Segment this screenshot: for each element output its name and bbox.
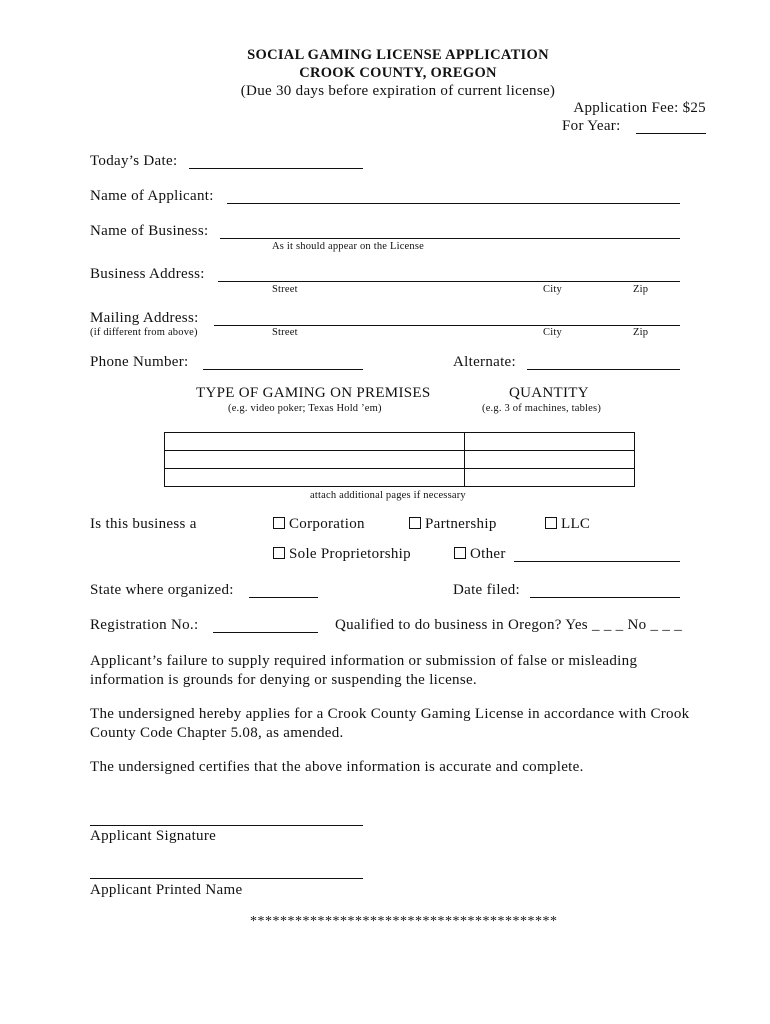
table-row bbox=[165, 451, 635, 469]
business-city-caption: City bbox=[543, 284, 562, 295]
applicant-name-label: Name of Applicant: bbox=[90, 188, 214, 204]
application-fee: Application Fee: $25 bbox=[573, 100, 706, 116]
checkbox-icon[interactable] bbox=[454, 547, 466, 559]
business-address-label: Business Address: bbox=[90, 266, 205, 282]
business-address-field[interactable] bbox=[218, 281, 680, 282]
checkbox-icon[interactable] bbox=[273, 547, 285, 559]
business-name-hint: As it should appear on the License bbox=[272, 241, 425, 252]
form-title: SOCIAL GAMING LICENSE APPLICATION bbox=[247, 47, 549, 63]
registration-no-field[interactable] bbox=[213, 632, 318, 633]
for-year-label: For Year: bbox=[562, 118, 621, 134]
date-filed-label: Date filed: bbox=[453, 582, 521, 598]
quantity-example: (e.g. 3 of machines, tables) bbox=[482, 403, 602, 414]
corporation-option[interactable] bbox=[273, 516, 365, 533]
table-row bbox=[165, 433, 635, 451]
quantity-cell[interactable] bbox=[465, 451, 635, 469]
gaming-type-cell[interactable] bbox=[165, 451, 465, 469]
phone-label: Phone Number: bbox=[90, 354, 189, 370]
sole-proprietorship-option[interactable] bbox=[273, 546, 411, 563]
asterisk-divider: ***************************************** bbox=[250, 914, 558, 929]
attach-note: attach additional pages if necessary bbox=[310, 490, 466, 501]
gaming-type-cell[interactable] bbox=[165, 469, 465, 487]
business-name-label: Name of Business: bbox=[90, 223, 209, 239]
other-field[interactable] bbox=[514, 561, 680, 562]
signature-label: Applicant Signature bbox=[90, 828, 217, 844]
mailing-street-caption: Street bbox=[272, 327, 298, 338]
printed-name-line[interactable] bbox=[90, 878, 363, 879]
registration-no-label: Registration No.: bbox=[90, 617, 199, 633]
other-label: Other bbox=[470, 546, 506, 562]
alternate-field[interactable] bbox=[527, 369, 680, 370]
date-filed-field[interactable] bbox=[530, 597, 680, 598]
business-zip-caption: Zip bbox=[633, 284, 649, 295]
gaming-type-header: TYPE OF GAMING ON PREMISES bbox=[196, 385, 431, 401]
quantity-cell[interactable] bbox=[465, 469, 635, 487]
checkbox-icon[interactable] bbox=[545, 517, 557, 529]
phone-field[interactable] bbox=[203, 369, 363, 370]
checkbox-icon[interactable] bbox=[273, 517, 285, 529]
applicant-name-field[interactable] bbox=[227, 203, 680, 204]
other-option[interactable] bbox=[454, 546, 506, 563]
gaming-table bbox=[164, 432, 635, 487]
due-note: (Due 30 days before expiration of current license) bbox=[240, 83, 556, 99]
llc-option[interactable] bbox=[545, 516, 590, 533]
sole-proprietorship-label: Sole Proprietorship bbox=[289, 546, 411, 562]
gaming-type-cell[interactable] bbox=[165, 433, 465, 451]
todays-date-label: Today’s Date: bbox=[90, 153, 178, 169]
failure-statement: Applicant’s failure to supply required information or submission of false or misleading information is grounds for denying or suspending the license. bbox=[90, 653, 638, 688]
mailing-zip-caption: Zip bbox=[633, 327, 649, 338]
certifies-statement: The undersigned certifies that the above information is accurate and complete. bbox=[90, 759, 584, 775]
checkbox-icon[interactable] bbox=[409, 517, 421, 529]
todays-date-field[interactable] bbox=[189, 168, 363, 169]
mailing-address-field[interactable] bbox=[214, 325, 680, 326]
mailing-address-label: Mailing Address: bbox=[90, 310, 199, 326]
qualified-question: Qualified to do business in Oregon? Yes _ _ _ No _ _ _ bbox=[335, 617, 683, 633]
printed-name-label: Applicant Printed Name bbox=[90, 882, 243, 898]
state-organized-label: State where organized: bbox=[90, 582, 234, 598]
business-type-question: Is this business a bbox=[90, 516, 197, 532]
business-name-field[interactable] bbox=[220, 238, 680, 239]
applies-statement: The undersigned hereby applies for a Crook County Gaming License in accordance with Crook County Code Chapter 5.08, as amended. bbox=[90, 706, 690, 741]
mailing-note: (if different from above) bbox=[90, 327, 198, 338]
mailing-city-caption: City bbox=[543, 327, 562, 338]
quantity-header: QUANTITY bbox=[509, 385, 589, 401]
for-year-field[interactable] bbox=[636, 133, 706, 134]
signature-line[interactable] bbox=[90, 825, 363, 826]
alternate-label: Alternate: bbox=[453, 354, 516, 370]
partnership-option[interactable] bbox=[409, 516, 497, 533]
business-street-caption: Street bbox=[272, 284, 298, 295]
corporation-label: Corporation bbox=[289, 516, 365, 532]
gaming-type-example: (e.g. video poker; Texas Hold ’em) bbox=[228, 403, 382, 414]
partnership-label: Partnership bbox=[425, 516, 497, 532]
llc-label: LLC bbox=[561, 516, 591, 532]
quantity-cell[interactable] bbox=[465, 433, 635, 451]
table-row bbox=[165, 469, 635, 487]
county-title: CROOK COUNTY, OREGON bbox=[299, 65, 497, 81]
state-organized-field[interactable] bbox=[249, 597, 318, 598]
